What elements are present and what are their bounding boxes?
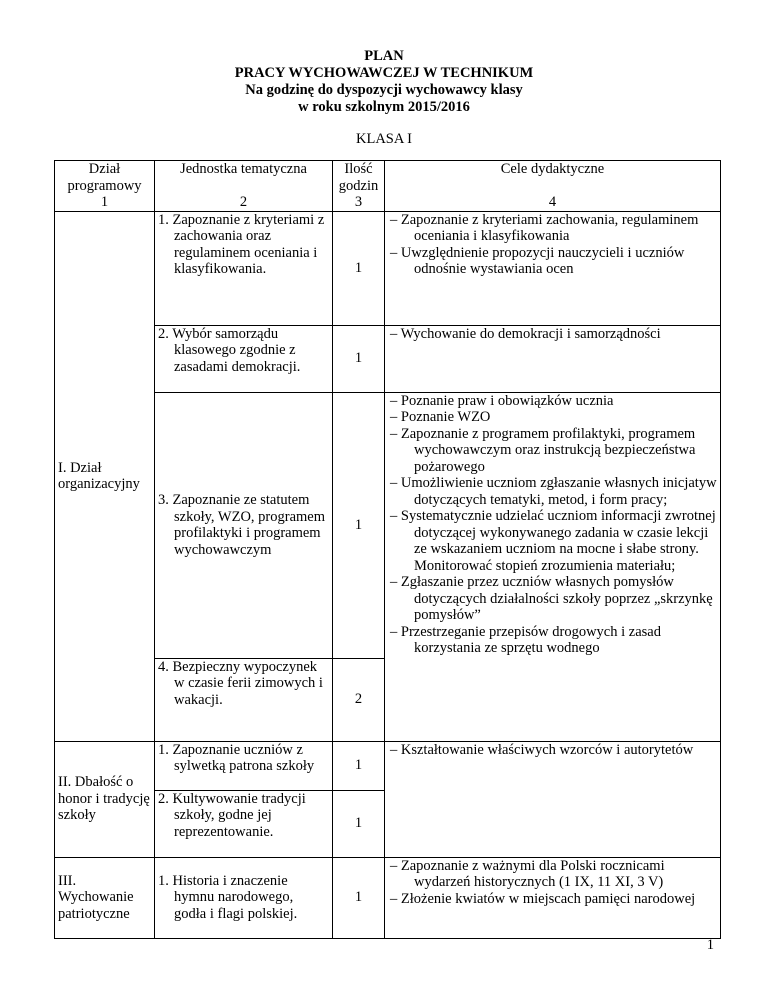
topic-cell: 1. Zapoznanie z kryteriami z zachowania oraz regulaminem oceniania i klasyfikowania.: [155, 211, 333, 325]
topic-cell: 2. Kultywowanie tradycji szkoły, godne jej reprezentowanie.: [155, 790, 333, 857]
column-header: Ilość godzin 3: [333, 161, 385, 212]
topic-cell: 4. Bezpieczny wypoczynek w czasie ferii zimowych i wakacji.: [155, 658, 333, 741]
table-header-row: [55, 161, 721, 212]
school-year: w roku szkolnym 2015/2016: [298, 99, 470, 115]
table-row: [55, 392, 721, 658]
goals-cell: – Zapoznanie z kryteriami zachowania, regulaminem oceniania i klasyfikowania – Uwzględnienie propozycji nauczycieli i uczniów odnośnie wystawiania ocen: [385, 211, 721, 325]
hours-cell: 1: [333, 325, 385, 392]
section-name: I. Dział organizacyjny: [55, 211, 155, 741]
hours-cell: 1: [333, 392, 385, 658]
column-header: Cele dydaktyczne 4: [385, 161, 721, 212]
hours-cell: 1: [333, 741, 385, 790]
table-row: [55, 741, 721, 790]
page-number: 1: [706, 937, 714, 953]
section-name: II. Dbałość o honor i tradycję szkoły: [55, 741, 155, 857]
plan-subtitle: PRACY WYCHOWAWCZEJ W TECHNIKUM: [234, 65, 534, 81]
table-row: [55, 325, 721, 392]
hours-cell: 1: [333, 790, 385, 857]
plan-table: [54, 160, 721, 939]
goals-cell: – Wychowanie do demokracji i samorządności: [385, 325, 721, 392]
topic-cell: 3. Zapoznanie ze statutem szkoły, WZO, programem profilaktyki i programem wychowawczym: [155, 392, 333, 658]
topic-cell: 2. Wybór samorządu klasowego zgodnie z zasadami demokracji.: [155, 325, 333, 392]
column-header: Dział programowy 1: [55, 161, 155, 212]
topic-cell: 1. Historia i znaczenie hymnu narodowego, godła i flagi polskiej.: [155, 857, 333, 938]
table-row: [55, 211, 721, 325]
class-label: KLASA I: [356, 131, 412, 147]
goals-cell: – Zapoznanie z ważnymi dla Polski rocznicami wydarzeń historycznych (1 IX, 11 XI, 3 V) – Złożenie kwiatów w miejscach pamięci narodowej: [385, 857, 721, 938]
plan-title: PLAN: [364, 48, 404, 64]
table-row: [55, 857, 721, 938]
goals-cell: – Poznanie praw i obowiązków ucznia – Poznanie WZO – Zapoznanie z programem profilaktyki, programem wychowawczym oraz instrukcją bezpieczeństwa pożarowego – Umożliwienie uczniom zgłaszanie własnych inicjatyw dotyczących tematyki, metod, i form pracy; – Systematycznie udzielać uczniom informacji zwrotnej dotyczącej wykonywanego zadania w czasie lekcji ze wskazaniem uczniom na mocne i słabe strony. Monitorować stopień zrozumienia materiału; – Zgłaszanie przez uczniów własnych pomysłów dotyczących działalności szkoły poprzez „skrzynkę pomysłów” – Przestrzeganie przepisów drogowych i zasad korzystania ze sprzętu wodnego: [385, 392, 721, 741]
section-name: III. Wychowanie patriotyczne: [55, 857, 155, 938]
goals-cell: – Kształtowanie właściwych wzorców i autorytetów: [385, 741, 721, 857]
hours-cell: 1: [333, 211, 385, 325]
hours-cell: 2: [333, 658, 385, 741]
hours-cell: 1: [333, 857, 385, 938]
topic-cell: 1. Zapoznanie uczniów z sylwetką patrona szkoły: [155, 741, 333, 790]
column-header: Jednostka tematyczna 2: [155, 161, 333, 212]
plan-scope: Na godzinę do dyspozycji wychowawcy klasy: [245, 82, 523, 98]
